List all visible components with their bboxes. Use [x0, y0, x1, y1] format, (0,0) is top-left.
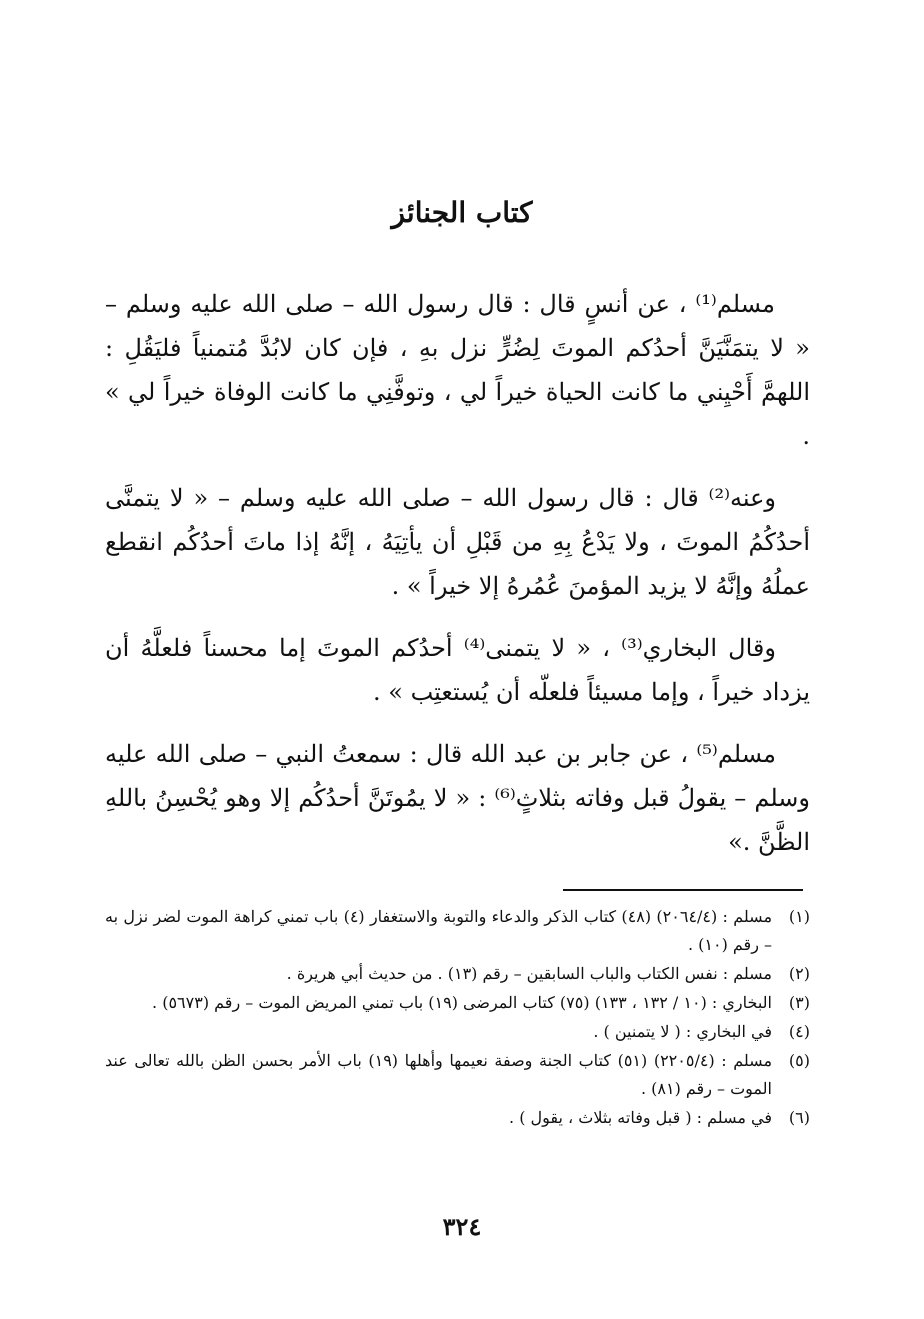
footnote-text: في البخاري : ( لا يتمنين ) . [593, 1022, 772, 1041]
footnote-2 [105, 960, 810, 988]
footnote-divider [563, 889, 803, 891]
footnote-number: (٥) [788, 1051, 810, 1070]
hadith-paragraph-1: مسلم⁽¹⁾ ، عن أنسٍ قال : قال رسول الله – صلى الله عليه وسلم – « لا يتمَنَّيَنَّ أحدُكم الموتَ لِضُرٍّ نزل بهِ ، فإن كان لابُدَّ مُتمنياً فليَقُلِ : اللهمَّ أَحْيِني ما كانت الحياة خيراً لي ، وتوفَّنِي ما كانت الوفاة خيراً لي » . [105, 290, 810, 450]
main-text [105, 282, 810, 882]
footnote-3 [105, 989, 810, 1017]
footnote-number: (١) [788, 907, 810, 926]
hadith-paragraph-2: وعنه⁽²⁾ قال : قال رسول الله – صلى الله عليه وسلم – « لا يتمنَّى أحدُكُمُ الموتَ ، ولا يَدْعُ بِهِ من قَبْلِ أن يأتِيَهُ ، إنَّهُ إذا ماتَ أحدُكُم انقطع عملُهُ وإنَّهُ لا يزيد المؤمنَ عُمُرهُ إلا خيراً » . [105, 484, 810, 600]
footnote-4 [105, 1018, 810, 1046]
footnote-number: (٦) [788, 1108, 810, 1127]
footnote-number: (٤) [788, 1022, 810, 1041]
footnotes [105, 903, 810, 1133]
footnote-text: مسلم : (٢٠٦٤/٤) (٤٨) كتاب الذكر والدعاء والتوبة والاستغفار (٤) باب تمني كراهة الموت لضر نزل به – رقم (١٠) . [105, 907, 773, 954]
hadith-paragraph-3: وقال البخاري⁽³⁾ ، « لا يتمنى⁽⁴⁾ أحدُكم الموتَ إما محسناً فلعلَّهُ أن يزداد خيراً ، وإما مسيئاً فلعلّه أن يُستعتِب » . [105, 634, 810, 706]
footnote-text: في مسلم : ( قبل وفاته بثلاث ، يقول ) . [509, 1108, 772, 1127]
footnote-5 [105, 1047, 810, 1103]
page-number: ٣٢٤ [442, 1212, 482, 1241]
footnote-number: (٣) [788, 993, 810, 1012]
footnote-text: البخاري : (١٠ / ١٣٢ ، ١٣٣) (٧٥) كتاب المرضى (١٩) باب تمني المريض الموت – رقم (٥٦٧٣) . [152, 993, 772, 1012]
footnote-6 [105, 1104, 810, 1132]
hadith-paragraph-4: مسلم⁽⁵⁾ ، عن جابر بن عبد الله قال : سمعتُ النبي – صلى الله عليه وسلم – يقولُ قبل وفاته بثلاثٍ⁽⁶⁾ : « لا يمُوتَنَّ أحدُكُم إلا وهو يُحْسِنُ باللهِ الظَّنَّ .» [105, 740, 810, 856]
footnote-1 [105, 903, 810, 959]
footnote-text: مسلم : نفس الكتاب والباب السابقين – رقم (١٣) . من حديث أبي هريرة . [286, 964, 772, 983]
footnote-number: (٢) [788, 964, 810, 983]
footnote-text: مسلم : (٢٢٠٥/٤) (٥١) كتاب الجنة وصفة نعيمها وأهلها (١٩) باب الأمر بحسن الظن بالله تعالى عند الموت – رقم (٨١) . [105, 1051, 773, 1098]
chapter-title: كتاب الجنائز [391, 196, 533, 229]
